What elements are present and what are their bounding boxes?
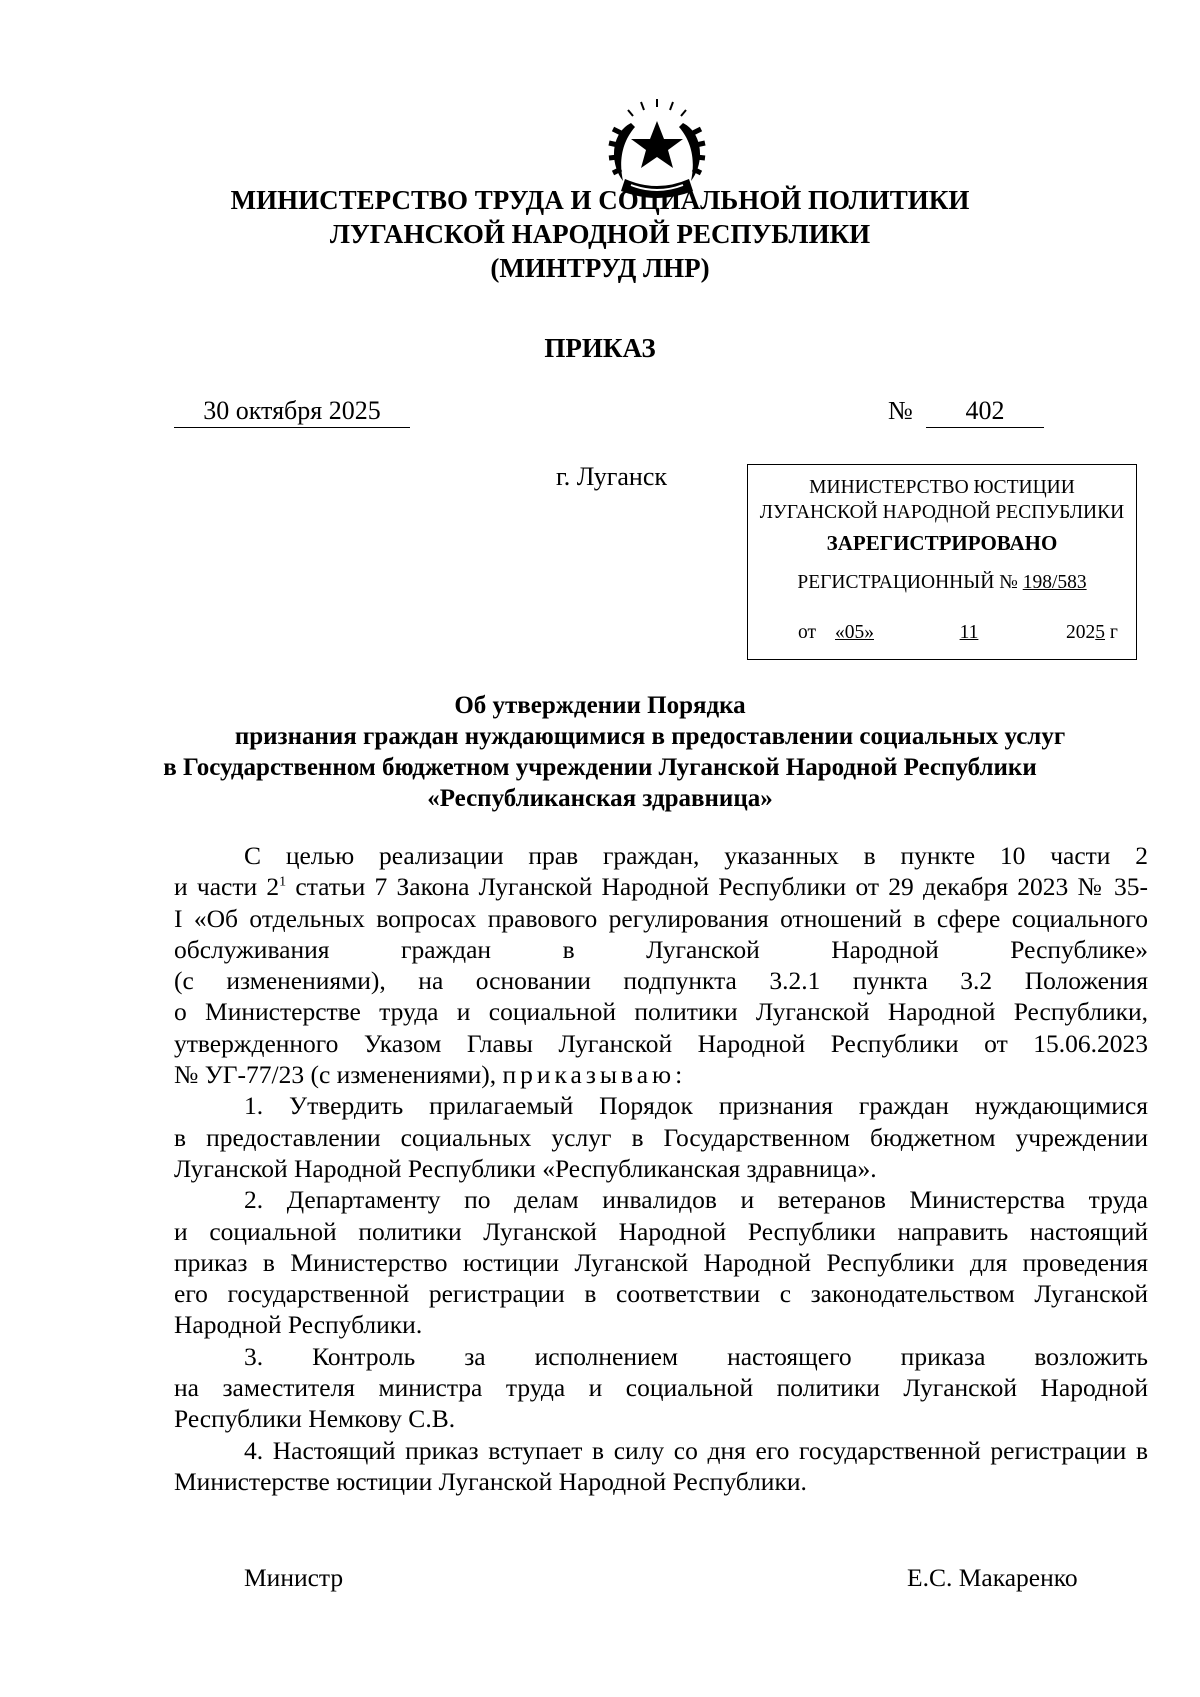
order-body: [174, 840, 1148, 1497]
header-line-1: МИНИСТЕРСТВО ТРУДА И СОЦИАЛЬНОЙ ПОЛИТИКИ: [230, 185, 970, 215]
body-line: С целью реализации прав граждан, указанных в пункте 10 части 2: [244, 841, 1148, 870]
header-line-3: (МИНТРУД ЛНР): [490, 253, 710, 283]
order-title: [0, 690, 1200, 814]
city: г. Луганск: [556, 462, 668, 491]
stamp-year: 2025 г: [1066, 622, 1118, 643]
stamp-day: «05»: [835, 622, 874, 643]
body-line: 4. Настоящий приказ вступает в силу со дня его государственной регистрации в: [244, 1435, 1148, 1465]
body-line: утвержденного Указом Главы Луганской Народной Республики от 15.06.2023: [174, 1028, 1148, 1058]
title-line-4: «Республиканская здравница»: [427, 785, 773, 812]
body-line: 3. Контроль за исполнением настоящего приказа возложить: [244, 1341, 1148, 1371]
title-line-1: Об утверждении Порядка: [454, 692, 746, 719]
body-line: Республики Немкову С.В.: [174, 1404, 456, 1434]
body-line: (с изменениями), на основании подпункта 3.2.1 пункта 3.2 Положения: [174, 966, 1148, 996]
stamp-reg-number: 198/583: [1022, 572, 1087, 593]
title-line-3: в Государственном бюджетном учреждении Луганской Народной Республики: [163, 754, 1037, 781]
stamp-reg-label: РЕГИСТРАЦИОННЫЙ №: [797, 572, 1018, 593]
body-line: и части $2^1$ статьи 7 Закона Луганской Народной Республики от 29 декабря 2023 № 35-: [174, 872, 1148, 902]
body-line: № УГ-77/23 (с изменениями), приказываю:: [174, 1060, 687, 1090]
body-line: о Министерстве труда и социальной политики Луганской Народной Республики,: [174, 997, 1148, 1027]
stamp-status: ЗАРЕГИСТРИРОВАНО: [826, 531, 1058, 555]
document-type: ПРИКАЗ: [544, 333, 656, 363]
body-line: приказ в Министерство юстиции Луганской Народной Республики для проведения: [174, 1247, 1148, 1277]
body-line: Министерстве юстиции Луганской Народной Республики.: [174, 1466, 807, 1496]
stamp-reg-line: [748, 572, 1136, 594]
signatory-name: Е.С. Макаренко: [907, 1563, 1078, 1592]
stamp-line-2: ЛУГАНСКОЙ НАРОДНОЙ РЕСПУБЛИКИ: [759, 502, 1125, 523]
stamp-line-1: МИНИСТЕРСТВО ЮСТИЦИИ: [809, 477, 1075, 498]
stamp-month: 11: [959, 622, 979, 643]
order-number: 402: [926, 395, 1044, 428]
body-line: Луганской Народной Республики «Республиканская здравница».: [174, 1153, 877, 1183]
body-line: Народной Республики.: [174, 1310, 423, 1340]
stamp-from-label: от: [798, 622, 817, 643]
registration-stamp: [747, 464, 1137, 660]
body-line: обслуживания граждан в Луганской Народной Республике»: [174, 934, 1148, 964]
title-line-2: признания граждан нуждающимися в предоставлении социальных услуг: [234, 723, 1066, 750]
body-line: на заместителя министра труда и социальной политики Луганской Народной: [174, 1373, 1148, 1403]
signatory-position: Министр: [244, 1563, 344, 1592]
body-line: его государственной регистрации в соответствии с законодательством Луганской: [174, 1279, 1148, 1309]
body-line: 2. Департаменту по делам инвалидов и ветеранов Министерства труда: [244, 1185, 1148, 1215]
header-line-2: ЛУГАНСКОЙ НАРОДНОЙ РЕСПУБЛИКИ: [329, 219, 871, 249]
order-verb: приказываю:: [502, 1060, 687, 1090]
ministry-header: [0, 183, 1200, 285]
body-line: 1. Утвердить прилагаемый Порядок признания граждан нуждающимися: [244, 1091, 1148, 1121]
order-date: 30 октября 2025: [174, 395, 410, 428]
body-line: в предоставлении социальных услуг в Государственном бюджетном учреждении: [174, 1122, 1148, 1152]
body-line: I «Об отдельных вопросах правового регулирования отношений в сфере социального: [174, 903, 1148, 933]
number-label: №: [888, 396, 913, 425]
body-line: и социальной политики Луганской Народной Республики направить настоящий: [174, 1216, 1148, 1246]
